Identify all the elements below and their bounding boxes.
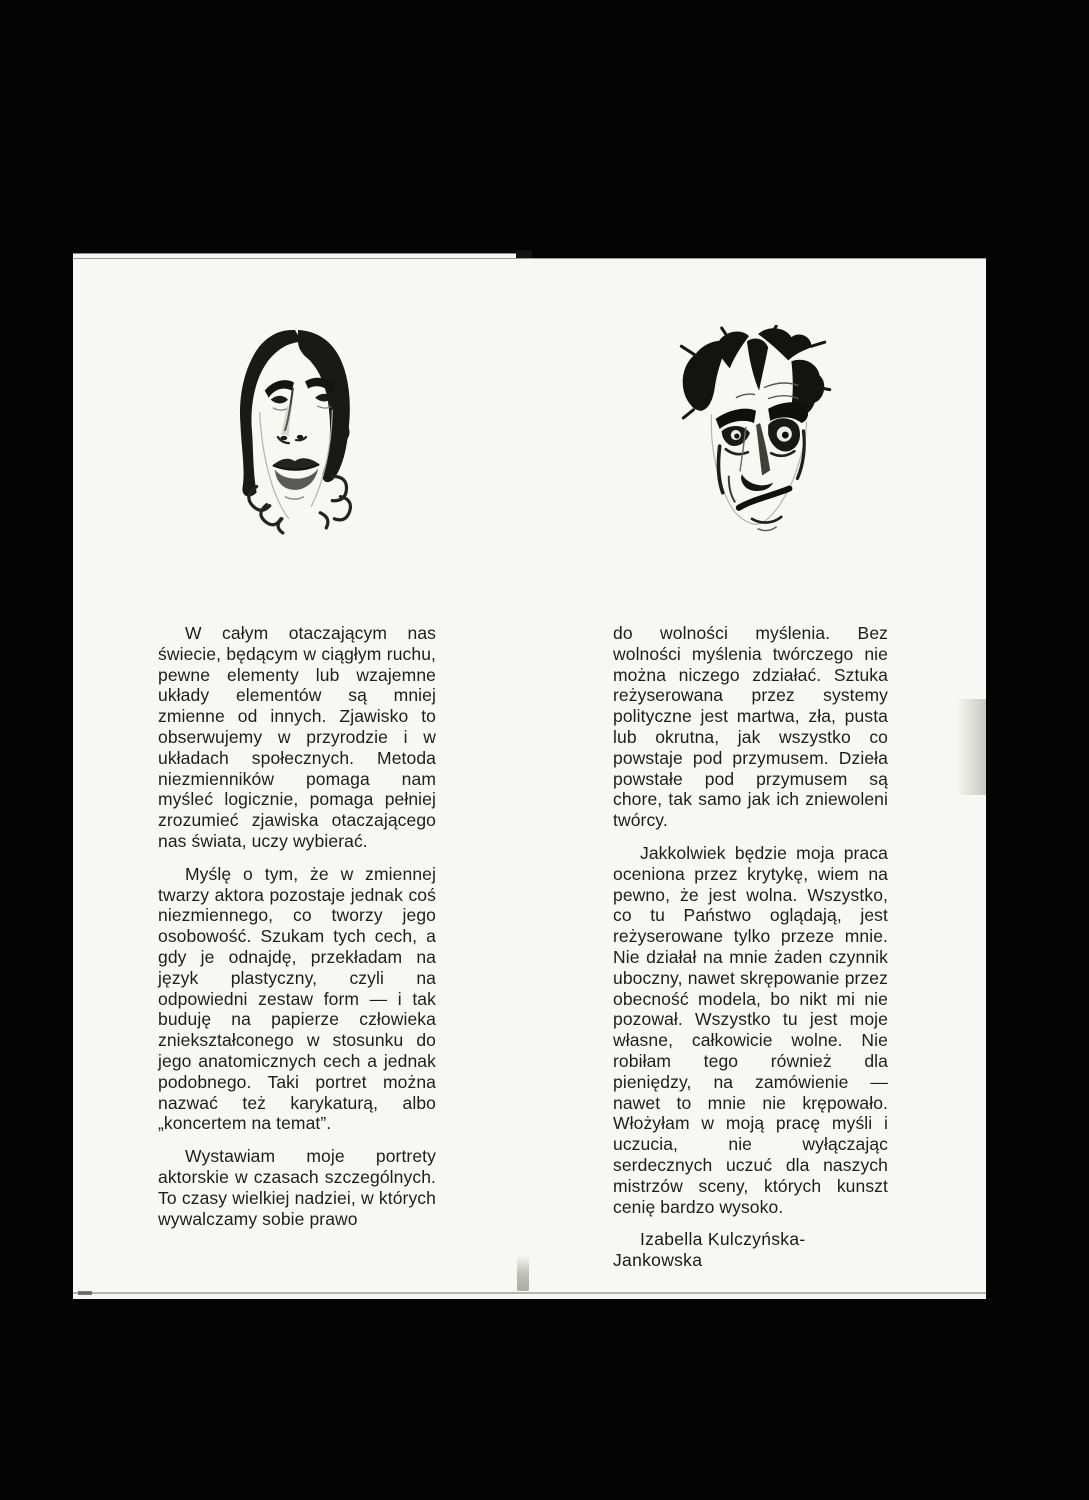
- page-curl-shadow: [956, 699, 986, 795]
- woman-nose: [278, 388, 306, 444]
- woman-caricature-ink-portrait: [231, 327, 363, 539]
- woman-hair: [240, 330, 350, 497]
- paragraph-left-2: Myślę o tym, że w zmiennej twarzy aktora pozostaje jednak coś niezmiennego, co tworzy jego osobowość. Szukam tych cech, a gdy je odnajdę, przekładam na język plastyczny, czyli na odpowiedni zestaw form — i tak buduję na papierze człowieka zniekształconego w stosunku do jego anatomicznych cech a jednak podobnego. Taki portret można nazwać też karykaturą, albo „koncertem na temat”.: [158, 863, 436, 1134]
- paragraph-right-2: Jakkolwiek będzie moja praca oceniona przez krytykę, wiem na pewno, że jest wolna. Wszystko, co tu Państwo oglądają, jest reżyserowane tylko przeze mnie. Nie działał na mnie żaden czynnik uboczny, nawet skrępowanie przez obecność modela, bo nikt mi nie pozował. Wszystko tu jest moje własne, całkowicie wolne. Nie robiłam tego również dla pieniędzy, na zamówienie — nawet to mnie nie krępowało. Włożyłam w moją pracę myśli i uczucia, nie wyłączając serdecznych uczuć dla naszych mistrzów sceny, których kunszt cenię bardzo wysoko.: [613, 842, 888, 1217]
- author-signature: Izabella Kulczyńska-Jankowska: [613, 1229, 806, 1271]
- paragraph-left-3: Wystawiam moje portrety aktorskie w czasach szczególnych. To czasy wielkiej nadziei, w których wywalczamy sobie prawo: [158, 1146, 436, 1229]
- paragraph-right-1: do wolności myślenia. Bez wolności myślenia twórczego nie można niczego zdziałać. Sztuka reżyserowana przez systemy polityczne jest martwa, zła, pusta lub okrutna, jak wszystko co powstaje pod przymusem. Dzieła powstałe pod przymusem są chore, tak samo jak ich zniewoleni twórcy.: [613, 623, 888, 831]
- woman-lips: [273, 458, 319, 499]
- woman-undereye-lines: [273, 406, 332, 410]
- booklet-page: [73, 258, 986, 1299]
- man-mouth: [739, 489, 789, 531]
- man-hair: [683, 328, 825, 417]
- page-bottom-edge-mark: [78, 1291, 92, 1295]
- man-forehead-wrinkles: [736, 383, 799, 399]
- text-column-right: [613, 623, 888, 1283]
- staple-smudge: [517, 1255, 529, 1291]
- paragraph-left-1: W całym otaczającym nas świecie, będącym w ciągłym ruchu, pewne elementy lub wzajemne układy elementów są mniej zmienne od innych. Zjawisko to obserwujemy w przyrodzie i w układach społecznych. Metoda niezmienników pomaga nam myśleć logicznie, pomaga pełniej zrozumieć zjawiska otaczającego nas świata, uczy wybierać.: [158, 623, 436, 851]
- woman-eyes: [271, 394, 333, 404]
- text-column-left: [158, 623, 436, 1241]
- page-bottom-edge-line: [73, 1292, 986, 1294]
- man-caricature-ink-portrait: [671, 325, 833, 533]
